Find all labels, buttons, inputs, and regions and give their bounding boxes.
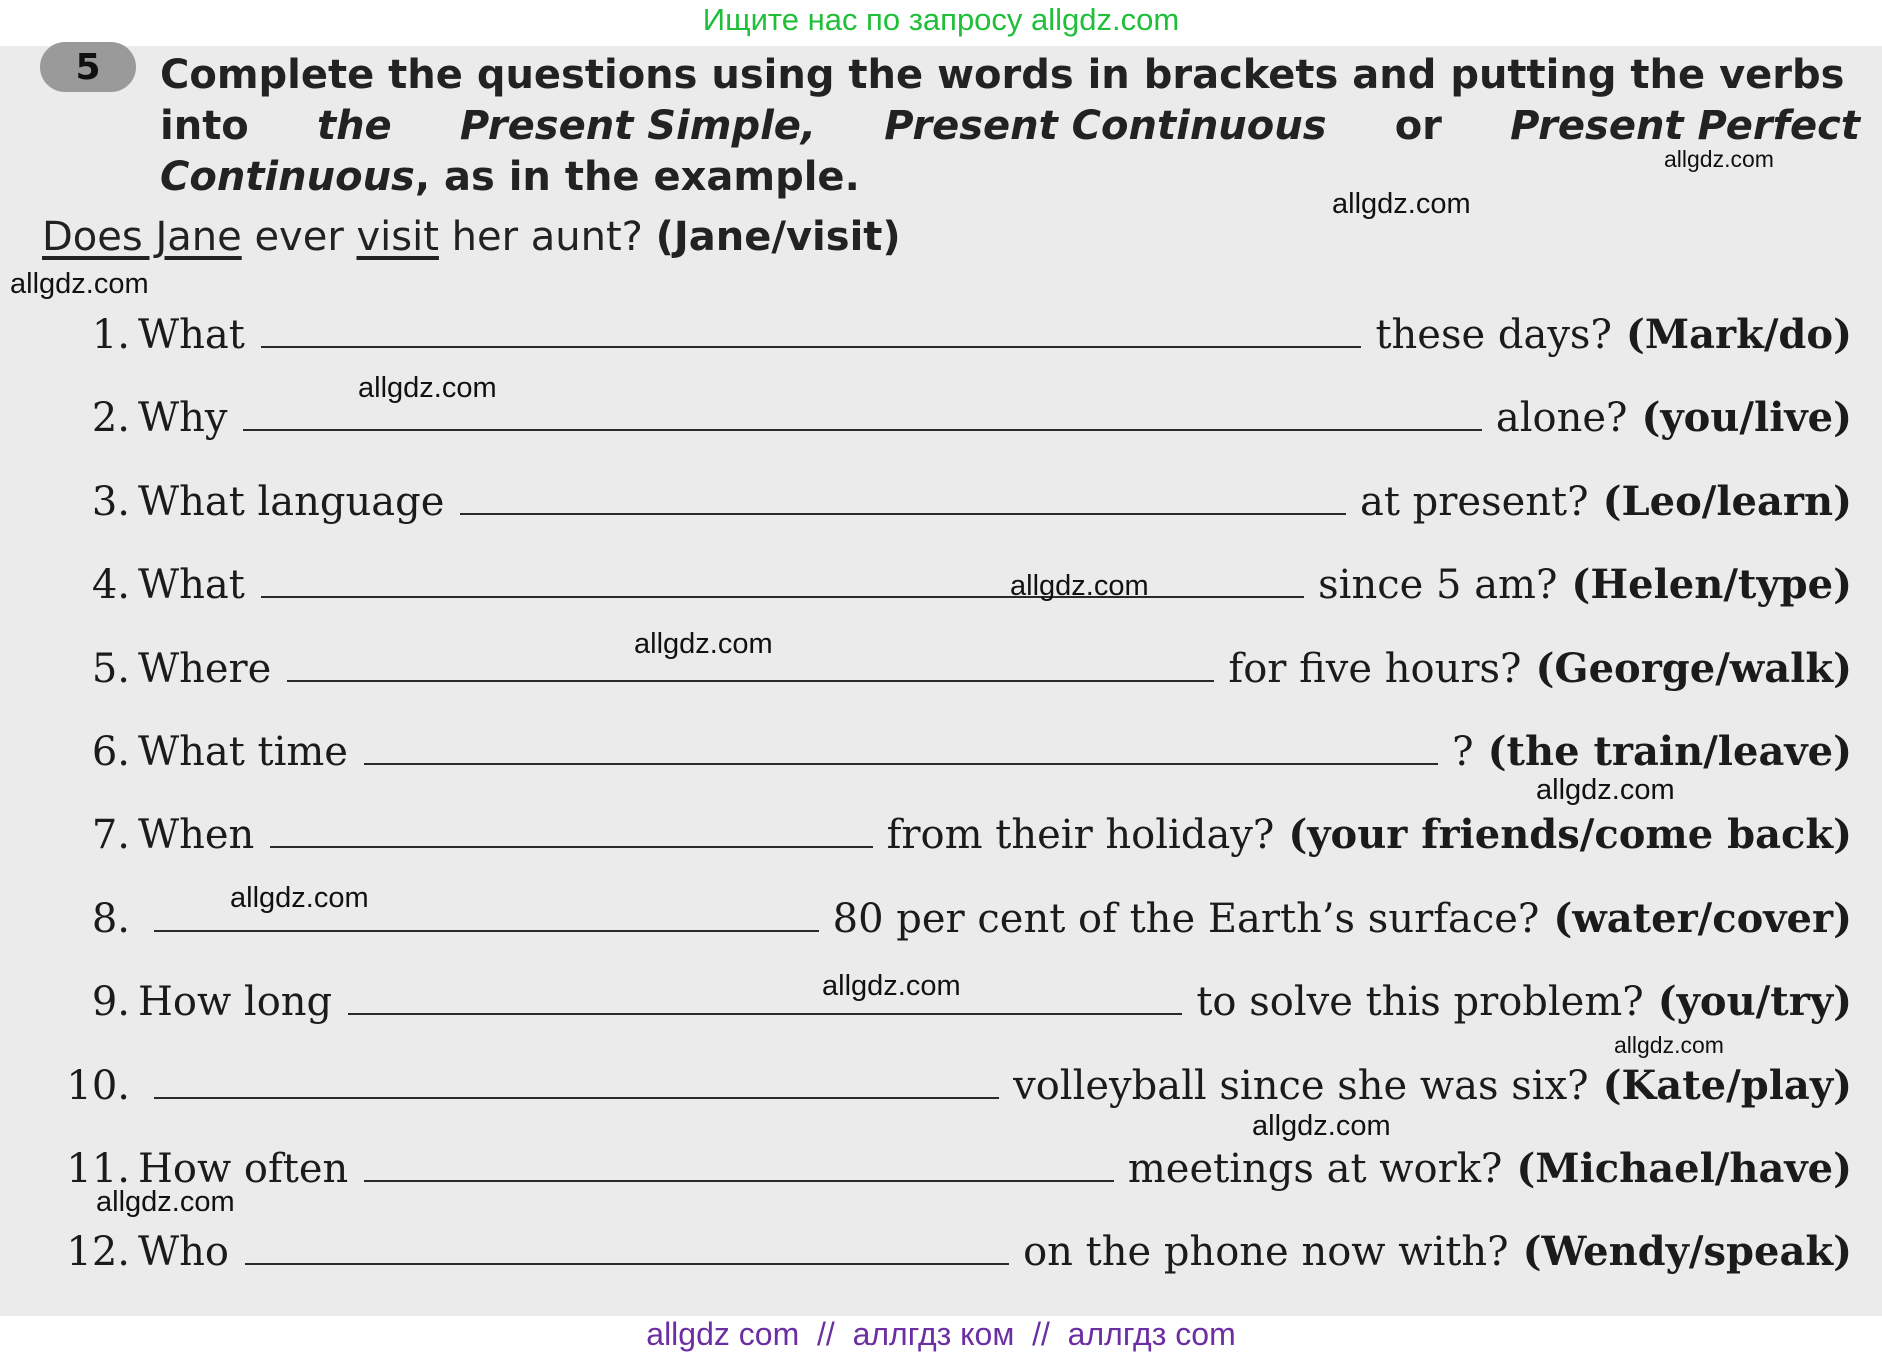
question-number: 7.: [91, 812, 130, 858]
question-end: at present?: [1360, 479, 1589, 525]
question-hint: (you/try): [1657, 978, 1852, 1025]
exercise-instruction: [160, 50, 1860, 203]
answer-blank[interactable]: [270, 846, 872, 848]
question-start: Where: [138, 646, 272, 692]
question-end: from their holiday?: [886, 812, 1275, 858]
instruction-line-2: [160, 101, 1860, 152]
question-end: to solve this problem?: [1196, 979, 1644, 1025]
question-row: [42, 802, 1852, 858]
question-number: 12.: [66, 1229, 130, 1275]
instruction-tail: , as in the example.: [414, 154, 860, 200]
instruction-tense-present-perfect: Present Perfect: [1510, 103, 1860, 149]
instruction-line-1: Complete the questions using the words in brackets and putting the verbs: [160, 52, 1845, 98]
question-end: on the phone now with?: [1023, 1229, 1509, 1275]
question-hint: (Wendy/speak): [1522, 1228, 1852, 1275]
example-answer-part-2: visit: [356, 214, 439, 260]
answer-blank[interactable]: [243, 429, 1481, 431]
watermark: allgdz.com: [1536, 774, 1675, 806]
question-hint: (Leo/learn): [1602, 478, 1852, 525]
question-start: How often: [138, 1146, 349, 1192]
question-row: [42, 552, 1852, 608]
answer-blank[interactable]: [348, 1013, 1182, 1015]
instruction-tense-continuous: Continuous: [160, 154, 415, 200]
question-end: meetings at work?: [1127, 1146, 1503, 1192]
question-end: volleyball since she was six?: [1013, 1063, 1589, 1109]
question-number: 10.: [66, 1063, 130, 1109]
question-number: 6.: [91, 729, 130, 775]
question-row: [42, 1219, 1852, 1275]
question-start: Why: [138, 395, 228, 441]
question-hint: (Kate/play): [1602, 1062, 1852, 1109]
question-row: [42, 302, 1852, 358]
example-answer-part-1: Does Jane: [42, 214, 242, 260]
example-rest: her aunt?: [451, 214, 643, 260]
answer-blank[interactable]: [364, 763, 1438, 765]
question-hint: (you/live): [1641, 394, 1852, 441]
question-number: 2.: [91, 395, 130, 441]
question-start: Who: [138, 1229, 229, 1275]
question-number: 8.: [91, 896, 130, 942]
answer-blank[interactable]: [154, 1097, 999, 1099]
question-number: 11.: [66, 1146, 130, 1192]
answer-blank[interactable]: [261, 346, 1362, 348]
question-row: [42, 385, 1852, 441]
question-end: for five hours?: [1228, 646, 1522, 692]
answer-blank[interactable]: [364, 1180, 1114, 1182]
question-start: How long: [138, 979, 333, 1025]
answer-blank[interactable]: [245, 1263, 1009, 1265]
instruction-word-the: the: [316, 103, 392, 149]
question-start: What language: [138, 479, 445, 525]
question-number: 9.: [91, 979, 130, 1025]
watermark: allgdz.com: [1010, 570, 1149, 602]
watermark: allgdz.com: [1252, 1110, 1391, 1142]
watermark: allgdz.com: [358, 372, 497, 404]
question-row: [42, 636, 1852, 692]
watermark: allgdz.com: [10, 268, 149, 300]
watermark: allgdz.com: [822, 970, 961, 1002]
question-hint: (Michael/have): [1516, 1145, 1852, 1192]
watermark: allgdz.com: [96, 1186, 235, 1218]
example-sentence: [42, 214, 901, 260]
question-end: 80 per cent of the Earth’s surface?: [832, 896, 1540, 942]
question-hint: (water/cover): [1553, 895, 1852, 942]
watermark: allgdz.com: [230, 882, 369, 914]
answer-blank[interactable]: [287, 680, 1214, 682]
question-row: [42, 719, 1852, 775]
question-start: What: [138, 312, 245, 358]
instruction-tense-present-continuous: Present Continuous: [884, 103, 1327, 149]
question-start: What: [138, 562, 245, 608]
question-row: [42, 1053, 1852, 1109]
question-start: What time: [138, 729, 348, 775]
question-end: alone?: [1495, 395, 1628, 441]
bottom-banner: allgdz com // аллгдз ком // аллгдз com: [646, 1316, 1236, 1352]
question-start: When: [138, 812, 255, 858]
top-banner: Ищите нас по запросу allgdz.com: [702, 2, 1180, 37]
answer-blank[interactable]: [460, 513, 1346, 515]
example-hint: (Jane/visit): [655, 214, 901, 260]
instruction-tense-present-simple: Present Simple,: [459, 103, 817, 149]
watermark: allgdz.com: [634, 628, 773, 660]
question-number: 4.: [91, 562, 130, 608]
question-hint: (Helen/type): [1571, 561, 1852, 608]
question-hint: (your friends/come back): [1288, 811, 1852, 858]
instruction-line-3: [160, 152, 1860, 203]
instruction-word-into: into: [160, 103, 249, 149]
instruction-word-or: or: [1394, 103, 1442, 149]
question-hint: (Mark/do): [1625, 311, 1852, 358]
question-row: [42, 469, 1852, 525]
question-row: [42, 1136, 1852, 1192]
question-end: ?: [1452, 729, 1474, 775]
exercise-number-badge: 5: [40, 42, 136, 92]
question-hint: (George/walk): [1535, 645, 1852, 692]
question-number: 1.: [91, 312, 130, 358]
watermark: allgdz.com: [1332, 188, 1471, 220]
example-word: ever: [254, 214, 344, 260]
watermark: allgdz.com: [1614, 1032, 1724, 1058]
watermark: allgdz.com: [1664, 146, 1774, 172]
question-end: since 5 am?: [1318, 562, 1558, 608]
answer-blank[interactable]: [154, 930, 819, 932]
question-number: 5.: [91, 646, 130, 692]
question-hint: (the train/leave): [1487, 728, 1852, 775]
question-number: 3.: [91, 479, 130, 525]
question-end: these days?: [1375, 312, 1612, 358]
